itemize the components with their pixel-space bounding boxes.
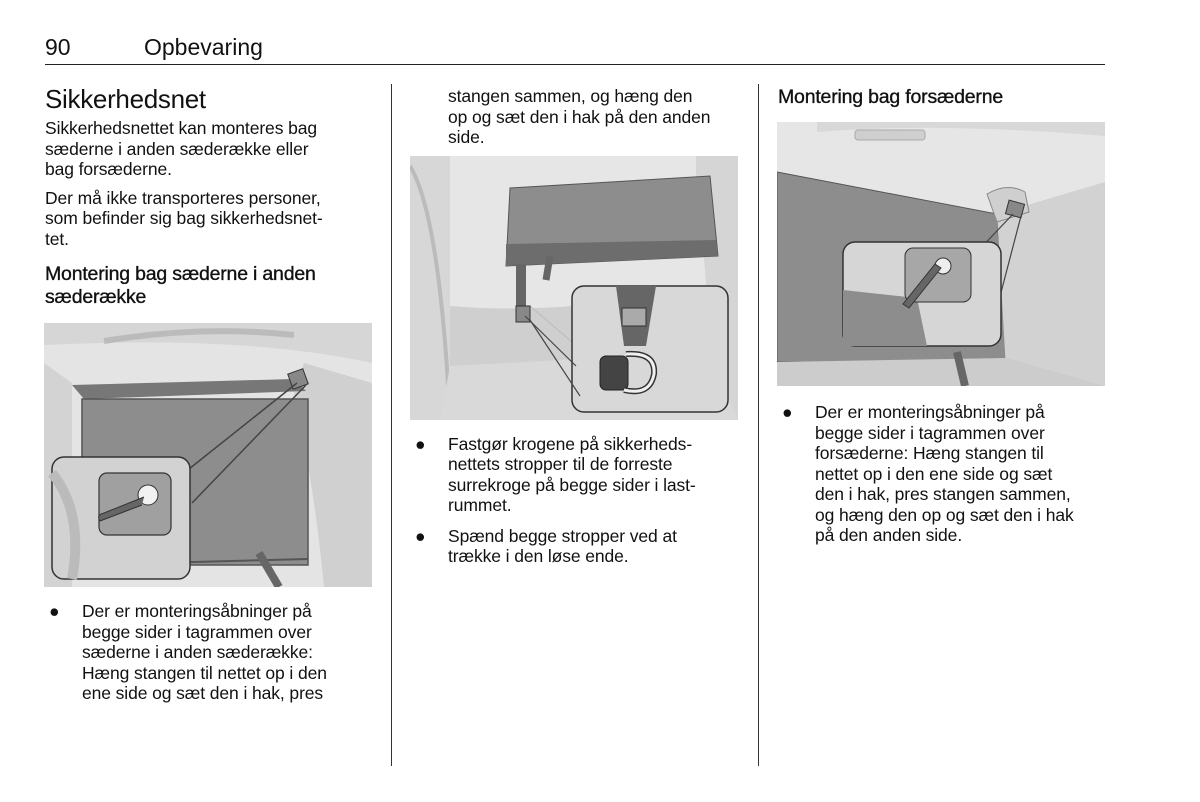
bullet-point: ●: [415, 433, 426, 454]
intro-paragraph-2: Der må ikke transporteres personer, som befinder sig bag sikkerhedsnet- tet.: [45, 187, 323, 249]
instruction-bullet: [411, 526, 741, 567]
bullet-text: Spænd begge stropper ved at trække i den løse ende.: [448, 525, 677, 566]
section-title: Sikkerhedsnet: [45, 84, 206, 114]
column-1: [45, 84, 375, 714]
instruction-bullet: [778, 402, 1108, 546]
column-divider: [391, 84, 392, 766]
column-divider: [758, 84, 759, 766]
instruction-bullet: [411, 434, 741, 516]
illustration-front-seat-mount: [777, 122, 1105, 386]
intro-paragraph-1: Sikkerhedsnettet kan monteres bag sæderne i anden sæderække eller bag forsæderne.: [45, 118, 318, 179]
page-number: 90: [45, 34, 71, 60]
bullet-text: Der er monteringsåbninger på begge sider i tagrammen over forsæderne: Hæng stangen til nettet op i den ene side og sæt den i hak, pres stangen sammen, og hæng den op og sæt den i hak på den anden side.: [815, 402, 1074, 545]
illustration-rear-seat-mount: [44, 323, 372, 587]
bullet-point: ●: [49, 601, 60, 621]
chapter-title: Opbevaring: [144, 34, 263, 60]
continued-text: stangen sammen, og hæng den op og sæt den i hak på den anden side.: [448, 86, 711, 147]
subsection-heading: Montering bag sæderne i anden sæderække: [45, 263, 316, 308]
bullet-text: Fastgør krogene på sikkerheds- nettets stropper til de forreste surrekroge på begge sider i last- rummet.: [448, 433, 696, 515]
page-header: [45, 34, 1105, 65]
subsection-heading: Montering bag forsæderne: [778, 86, 1004, 108]
column-3: [778, 84, 1108, 556]
illustration-cargo-hooks: [410, 156, 738, 420]
bullet-point: ●: [782, 402, 793, 422]
instruction-bullet: [45, 601, 375, 704]
bullet-point: ●: [415, 525, 426, 546]
column-2: [411, 84, 741, 577]
bullet-text: Der er monteringsåbninger på begge sider i tagrammen over sæderne i anden sæderække: Hæng stangen til nettet op i den ene side og sæt den i hak, pres: [82, 601, 327, 703]
